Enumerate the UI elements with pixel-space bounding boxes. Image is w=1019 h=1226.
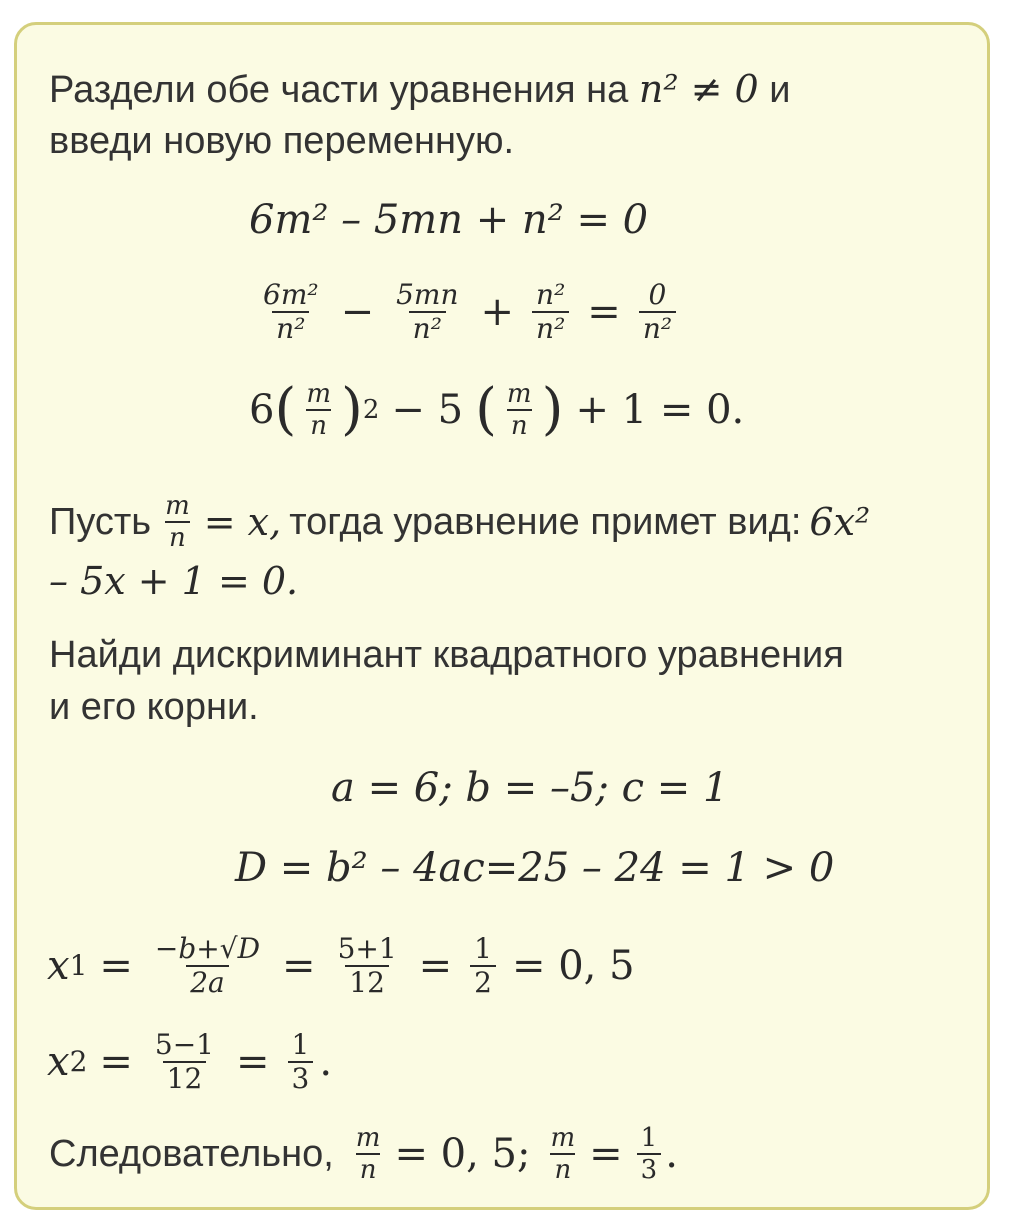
- find-line-2: и его корни.: [49, 686, 259, 728]
- root-x2: x 2 = $\frac{5-1}{12}$ = $\frac{1}{3}$ .: [47, 1028, 333, 1095]
- fraction: $\frac{m}{n}$: [550, 1123, 576, 1185]
- fraction: $\frac{m}{n}$: [506, 379, 532, 441]
- find-line-1: Найди дискриминант квадратного уравнения: [49, 634, 844, 676]
- intro-line-2: введи новую переменную.: [49, 120, 514, 162]
- fraction: $\frac{5+1}{12}$: [337, 932, 397, 999]
- intro-math: n² ≠ 0: [638, 67, 759, 111]
- fraction: $\frac{\text{n²}}{\text{n²}}$: [532, 279, 569, 345]
- equation-2: [253, 279, 682, 345]
- let-poly: 6x²: [809, 500, 871, 544]
- fraction: $\frac{m}{n}$: [165, 491, 190, 553]
- operator: +: [480, 289, 515, 335]
- let-equals: = x,: [203, 500, 282, 544]
- fraction: $\frac{5mn}{\text{n²}}$: [396, 278, 459, 345]
- coefficients: a = 6; b = –5; c = 1: [331, 765, 729, 811]
- fraction: $\frac{5-1}{12}$: [154, 1028, 214, 1095]
- fraction: $\frac{0}{\text{n²}}$: [639, 279, 676, 345]
- operator: =: [587, 289, 621, 335]
- intro-text: Раздели обе части уравнения на: [49, 69, 629, 111]
- equation-1: 6m² – 5mn + n² = 0: [249, 197, 649, 243]
- fraction: $\frac{\text{6m²}}{\text{n²}}$: [263, 278, 319, 345]
- variable: x: [47, 943, 70, 989]
- equation-tail: + 1 = 0.: [575, 387, 745, 433]
- let-text: тогда уравнение примет вид:: [289, 501, 802, 543]
- x1-result: = 0, 5: [512, 943, 635, 989]
- conclusion-tail: .: [665, 1131, 678, 1177]
- conclusion-word: Следовательно,: [49, 1133, 334, 1175]
- fraction: $\frac{1}{2}$: [470, 933, 496, 999]
- conclusion-value-1: = 0, 5;: [394, 1131, 531, 1177]
- fraction: $\frac{1}{3}$: [637, 1123, 662, 1185]
- operator: −: [340, 289, 375, 335]
- root-x1: x 1 = $\frac{-b+√D}{2a}$ = $\frac{5+1}{12}$ = $\frac{1}{2}$ = 0, 5: [47, 932, 635, 999]
- fraction: $\frac{m}{n}$: [306, 379, 331, 441]
- equation-3: 6 ( $\frac{m}{n}$ ) 2 − 5 ( $\frac{m}{n}$ ) + 1 = 0.: [249, 377, 745, 442]
- conclusion: [49, 1123, 678, 1185]
- solution-card: [14, 22, 990, 1210]
- conclusion-equals: =: [589, 1131, 623, 1177]
- operator: − 5: [391, 387, 464, 433]
- variable: x: [47, 1039, 70, 1085]
- fraction: $\frac{-b+√D}{2a}$: [154, 932, 261, 999]
- fraction: $\frac{m}{n}$: [355, 1123, 381, 1185]
- intro-tail: и: [769, 69, 791, 111]
- intro-line-1: [49, 61, 791, 118]
- x2-tail: .: [319, 1039, 333, 1085]
- let-line-1: [49, 491, 870, 553]
- let-word: Пусть: [49, 501, 152, 543]
- let-line-2: – 5x + 1 = 0.: [49, 559, 299, 603]
- coefficient: 6: [249, 387, 275, 433]
- discriminant: D = b² – 4ac=25 – 24 = 1 > 0: [235, 845, 835, 891]
- fraction: $\frac{1}{3}$: [288, 1029, 314, 1095]
